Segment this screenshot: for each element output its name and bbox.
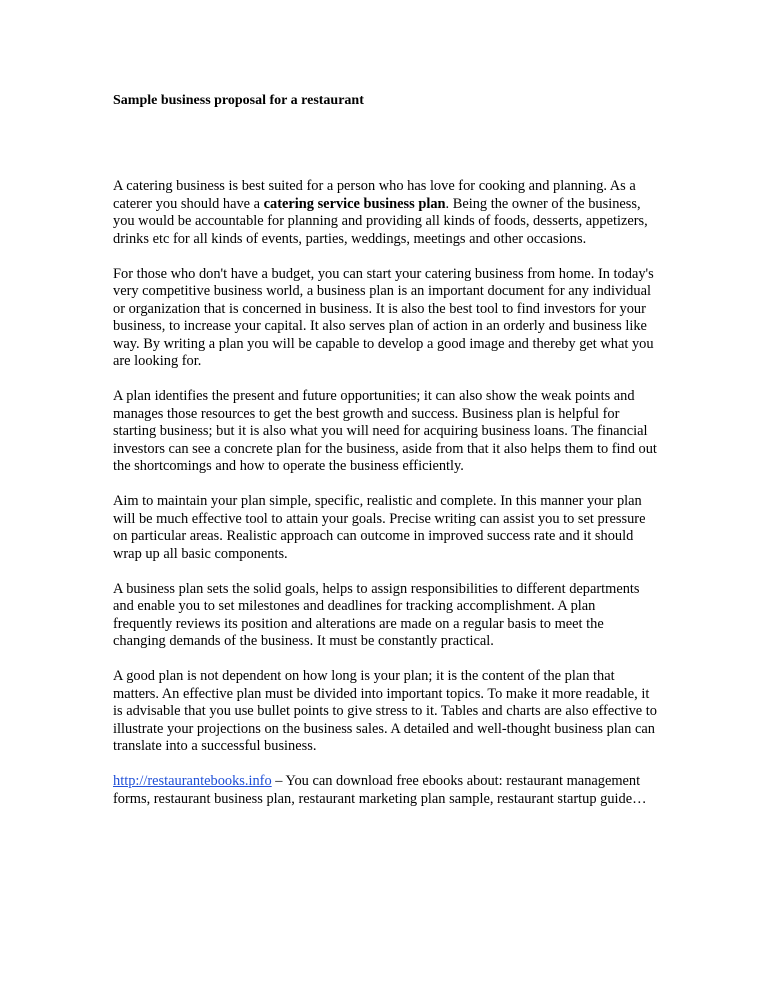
footer-paragraph bbox=[113, 773, 658, 808]
paragraph-1-text-end: . Being the owner of the business, you would be accountable for planning and providing all kinds of foods, desserts, appetizers, drinks etc for all kinds of events, parties, weddings, meetings and other occasions. bbox=[113, 195, 648, 247]
paragraph-1-bold-phrase: catering service business plan bbox=[263, 195, 446, 212]
paragraph-3: A plan identifies the present and future opportunities; it can also show the weak points and manages those resources to get the best growth and success. Business plan is helpful for starting business; but it is also what you will need for acquiring business loans. The financial investors can see a concrete plan for the business, aside from that it also helps them to find out the shortcomings and how to operate the business efficiently. bbox=[113, 388, 657, 474]
footer-text: – You can download free ebooks about: restaurant management forms, restaurant business plan, restaurant marketing plan sample, restaurant startup guide… bbox=[113, 773, 647, 807]
paragraph-6: A good plan is not dependent on how long is your plan; it is the content of the plan that matters. An effective plan must be divided into important topics. To make it more readable, it is advisable that you use bullet points to give stress to it. Tables and charts are also effective to illustrate your projections on the business sales. A detailed and well-thought business plan can translate into a successful business. bbox=[113, 668, 657, 754]
page-title: Sample business proposal for a restaurant bbox=[113, 93, 364, 108]
document-body bbox=[113, 178, 658, 826]
paragraph-1 bbox=[113, 178, 658, 248]
paragraph-2: For those who don't have a budget, you can start your catering business from home. In today's very competitive business world, a business plan is an important document for any individual or organization that is concerned in business. It is also the best tool to find investors for your business, to increase your capital. It also serves plan of action in an orderly and business like way. By writing a plan you will be capable to develop a good image and thereby get what you are looking for. bbox=[113, 265, 654, 369]
paragraph-5: A business plan sets the solid goals, helps to assign responsibilities to different departments and enable you to set milestones and deadlines for tracking accomplishment. A plan frequently reviews its position and alterations are made on a regular basis to meet the changing demands of the business. It must be constantly practical. bbox=[113, 580, 640, 649]
paragraph-1-text-start: A catering business is best suited for a person who has love for cooking and planning. As a caterer you should have a bbox=[113, 178, 636, 212]
restaurantebooks-link[interactable]: http://restaurantebooks.info bbox=[113, 773, 272, 789]
paragraph-4: Aim to maintain your plan simple, specific, realistic and complete. In this manner your plan will be much effective tool to attain your goals. Precise writing can assist you to set pressure on particular areas. Realistic approach can outcome in improved success rate and it should wrap up all basic components. bbox=[113, 493, 646, 562]
